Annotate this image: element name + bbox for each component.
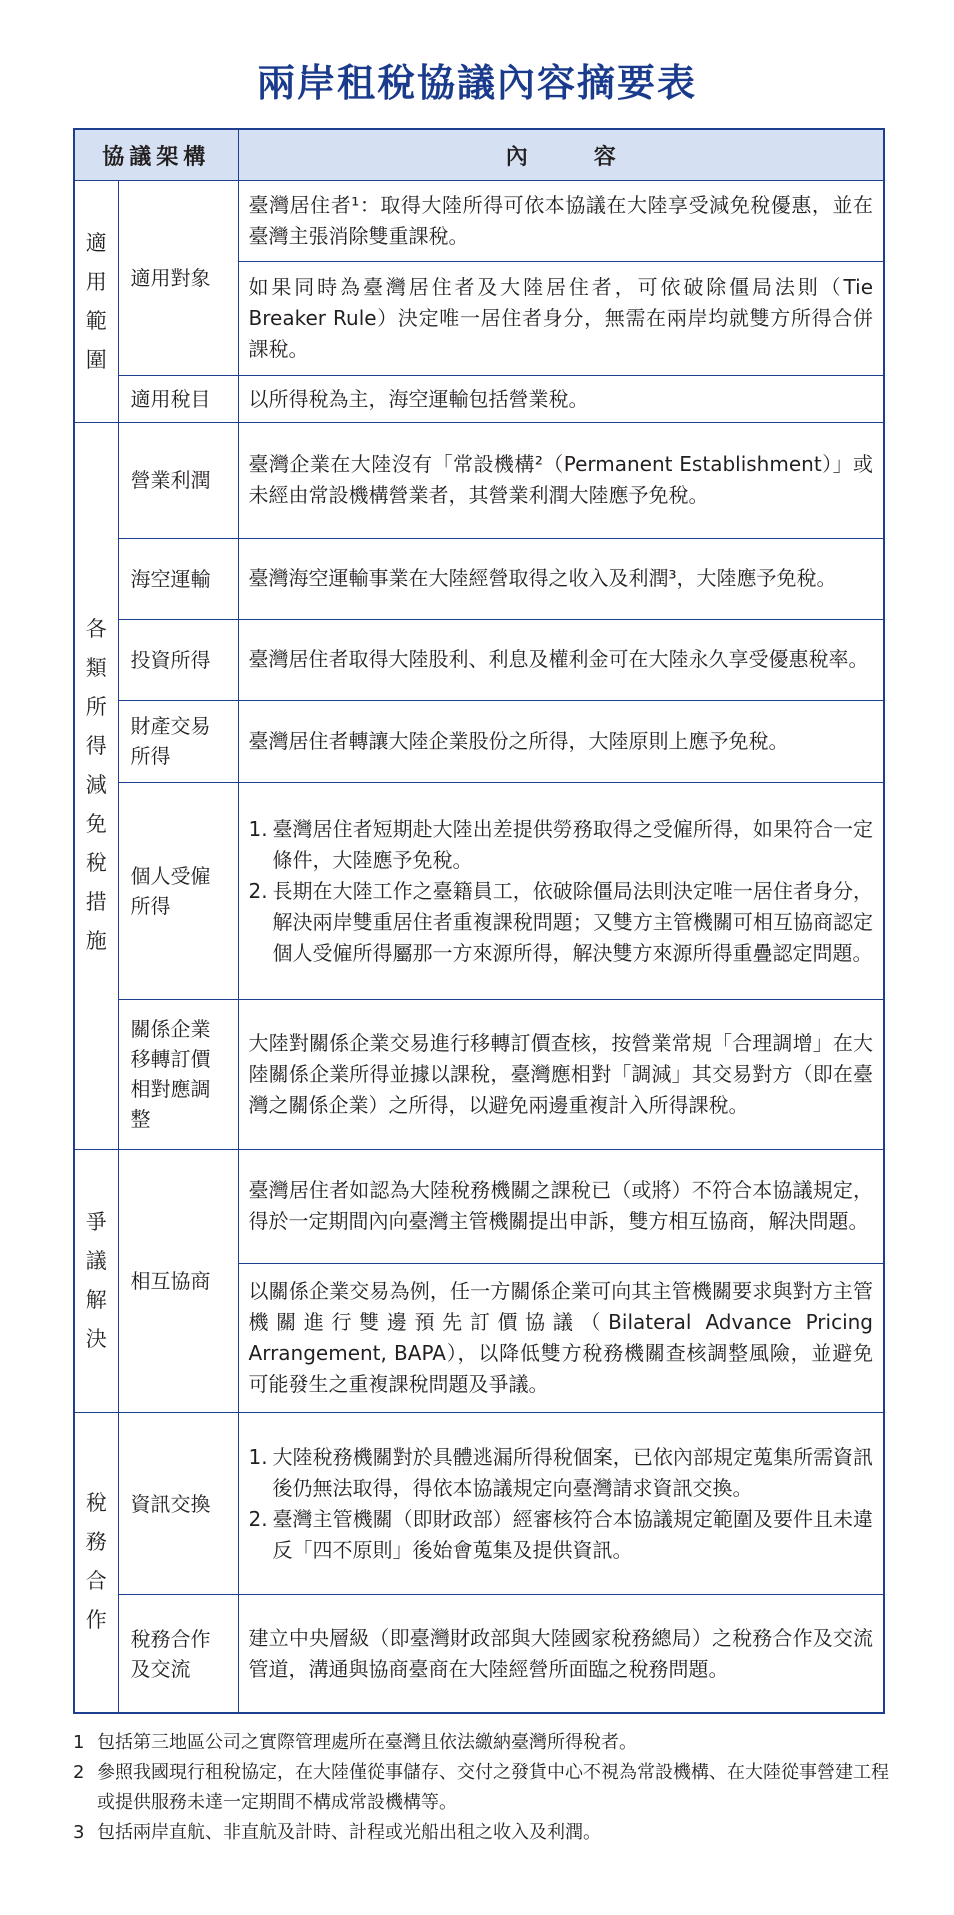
footnotes xyxy=(73,1728,903,1848)
sub-employment-income: 個人受僱所得 xyxy=(118,782,238,999)
category-income-relief: 各類所得減免稅措施 xyxy=(74,423,118,1149)
table-row xyxy=(74,423,884,538)
content-cell: 臺灣居住者轉讓大陸企業股份之所得，大陸原則上應予免稅。 xyxy=(238,700,884,782)
sub-property-gains: 財產交易所得 xyxy=(118,700,238,782)
sub-applicable-taxes: 適用稅目 xyxy=(118,376,238,423)
table-header-row xyxy=(74,129,884,181)
category-dispute-resolution: 爭議解決 xyxy=(74,1149,118,1412)
table-row xyxy=(74,619,884,700)
header-content: 內 容 xyxy=(238,129,884,181)
table-row xyxy=(74,181,884,262)
content-cell: 臺灣居住者如認為大陸稅務機關之課稅已（或將）不符合本協議規定，得於一定期間內向臺灣主管機關提出申訴，雙方相互協商，解決問題。 xyxy=(238,1149,884,1263)
page-title: 兩岸租稅協議內容摘要表 xyxy=(256,61,697,105)
content-cell: 臺灣企業在大陸沒有「常設機構²（Permanent Establishment）」或未經由常設機構營業者，其營業利潤大陸應予免稅。 xyxy=(238,423,884,538)
table-row xyxy=(74,1149,884,1263)
content-cell: 臺灣居住者¹：取得大陸所得可依本協議在大陸享受減免稅優惠，並在臺灣主張消除雙重課稅。 xyxy=(238,181,884,262)
summary-table xyxy=(73,128,885,1714)
sub-cooperation-exchange: 稅務合作及交流 xyxy=(118,1595,238,1713)
table-row xyxy=(74,538,884,619)
content-cell xyxy=(238,1412,884,1594)
content-cell: 以所得稅為主，海空運輸包括營業稅。 xyxy=(238,376,884,423)
content-cell xyxy=(238,782,884,999)
content-cell: 如果同時為臺灣居住者及大陸居住者，可依破除僵局法則（Tie Breaker Rule）決定唯一居住者身分，無需在兩岸均就雙方所得合併課稅。 xyxy=(238,262,884,376)
content-cell: 大陸對關係企業交易進行移轉訂價查核，按營業常規「合理調增」在大陸關係企業所得並據以課稅，臺灣應相對「調減」其交易對方（即在臺灣之關係企業）之所得，以避免兩邊重複計入所得課稅。 xyxy=(238,1000,884,1149)
table-row xyxy=(74,782,884,999)
table-row xyxy=(74,1412,884,1594)
content-cell: 以關係企業交易為例，任一方關係企業可向其主管機關要求與對方主管機關進行雙邊預先訂價協議（Bilateral Advance Pricing Arrangement, BAPA），以降低雙方稅務機關查核調整風險，並避免可能發生之重複課稅問題及爭議。 xyxy=(238,1263,884,1412)
list-item: 2. 臺灣主管機關（即財政部）經審核符合本協議規定範圍及要件且未違反「四不原則」後始會蒐集及提供資訊。 xyxy=(248,1506,874,1562)
table-row xyxy=(74,376,884,423)
list-item: 2. 長期在大陸工作之臺籍員工，依破除僵局法則決定唯一居住者身分，解決兩岸雙重居住者重複課稅問題；又雙方主管機關可相互協商認定個人受僱所得屬那一方來源所得，解決雙方來源所得重疊認定問題。 xyxy=(248,878,874,965)
sub-mutual-agreement: 相互協商 xyxy=(118,1149,238,1412)
content-cell: 臺灣海空運輸事業在大陸經營取得之收入及利潤³，大陸應予免稅。 xyxy=(238,538,884,619)
category-scope: 適用範圍 xyxy=(74,181,118,423)
list-item: 1. 大陸稅務機關對於具體逃漏所得稅個案，已依內部規定蒐集所需資訊後仍無法取得，得依本協議規定向臺灣請求資訊交換。 xyxy=(248,1444,874,1500)
footnote: 1 包括第三地區公司之實際管理處所在臺灣且依法繳納臺灣所得稅者。 xyxy=(73,1732,637,1753)
footnote: 3 包括兩岸直航、非直航及計時、計程或光船出租之收入及利潤。 xyxy=(73,1822,601,1843)
sub-business-profits: 營業利潤 xyxy=(118,423,238,538)
sub-shipping-air: 海空運輸 xyxy=(118,538,238,619)
table-row xyxy=(74,1595,884,1713)
sub-investment-income: 投資所得 xyxy=(118,619,238,700)
sub-transfer-pricing: 關係企業移轉訂價相對應調整 xyxy=(118,1000,238,1149)
sub-information-exchange: 資訊交換 xyxy=(118,1412,238,1594)
numbered-list xyxy=(249,814,874,969)
list-item: 1. 臺灣居住者短期赴大陸出差提供勞務取得之受僱所得，如果符合一定條件，大陸應予免稅。 xyxy=(248,816,874,872)
category-tax-cooperation: 稅務合作 xyxy=(74,1412,118,1713)
table-row xyxy=(74,700,884,782)
table-row xyxy=(74,1000,884,1149)
content-cell: 建立中央層級（即臺灣財政部與大陸國家稅務總局）之稅務合作及交流管道，溝通與協商臺商在大陸經營所面臨之稅務問題。 xyxy=(238,1595,884,1713)
content-cell: 臺灣居住者取得大陸股利、利息及權利金可在大陸永久享受優惠稅率。 xyxy=(238,619,884,700)
numbered-list xyxy=(249,1442,874,1566)
sub-applicable-persons: 適用對象 xyxy=(118,181,238,376)
footnote: 2 參照我國現行租稅協定，在大陸僅從事儲存、交付之發貨中心不視為常設機構、在大陸從事營建工程或提供服務未達一定期間不構成常設機構等。 xyxy=(73,1762,889,1813)
header-framework: 協議架構 xyxy=(74,129,238,181)
